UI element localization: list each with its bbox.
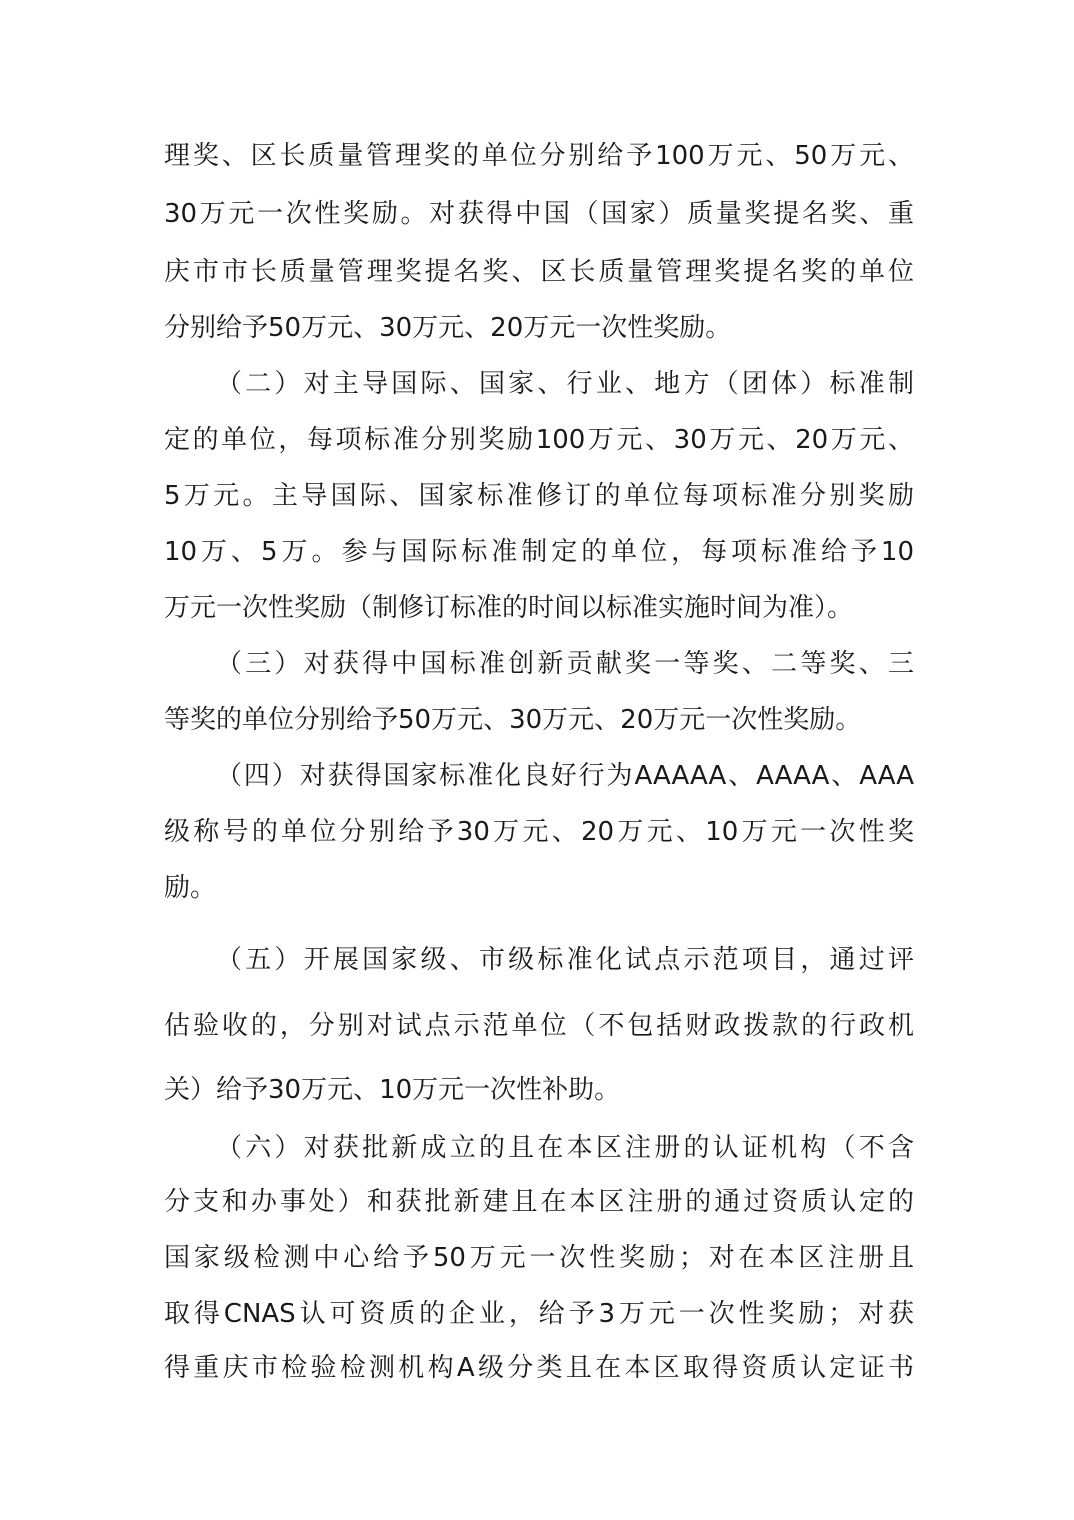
text-line: 取得CNAS认可资质的企业，给予3万元一次性奖励；对获 [164,1299,914,1329]
text-line: 5万元。主导国际、国家标准修订的单位每项标准分别奖励 [164,481,914,511]
text-line: 估验收的，分别对试点示范单位（不包括财政拨款的行政机 [164,1011,914,1041]
text-line: 等奖的单位分别给予50万元、30万元、20万元一次性奖励。 [164,705,862,735]
paragraph-start-line: （六）对获批新成立的且在本区注册的认证机构（不含 [216,1133,914,1163]
text-line: 级称号的单位分别给予30万元、20万元、10万元一次性奖 [164,817,914,847]
text-line: 万元一次性奖励（制修订标准的时间以标准实施时间为准）。 [164,593,854,623]
text-line: 关）给予30万元、10万元一次性补助。 [164,1075,621,1105]
text-line: 30万元一次性奖励。对获得中国（国家）质量奖提名奖、重 [164,199,914,229]
text-line: 分别给予50万元、30万元、20万元一次性奖励。 [164,313,732,343]
text-line: 分支和办事处）和获批新建且在本区注册的通过资质认定的 [164,1187,914,1217]
text-line: 理奖、区长质量管理奖的单位分别给予100万元、50万元、 [164,141,914,171]
paragraph-start-line: （三）对获得中国标准创新贡献奖一等奖、二等奖、三 [216,649,914,679]
text-line: 庆市市长质量管理奖提名奖、区长质量管理奖提名奖的单位 [164,257,914,287]
text-line: 得重庆市检验检测机构A级分类且在本区取得资质认定证书 [164,1353,914,1383]
text-line: 10万、5万。参与国际标准制定的单位，每项标准给予10 [164,537,914,567]
paragraph-start-line: （五）开展国家级、市级标准化试点示范项目，通过评 [216,945,914,975]
text-line: 定的单位，每项标准分别奖励100万元、30万元、20万元、 [164,425,914,455]
text-line: 励。 [164,873,217,903]
paragraph-start-line: （二）对主导国际、国家、行业、地方（团体）标准制 [216,369,914,399]
text-line: 国家级检测中心给予50万元一次性奖励；对在本区注册且 [164,1243,914,1273]
paragraph-start-line: （四）对获得国家标准化良好行为AAAAA、AAAA、AAA [216,761,914,791]
